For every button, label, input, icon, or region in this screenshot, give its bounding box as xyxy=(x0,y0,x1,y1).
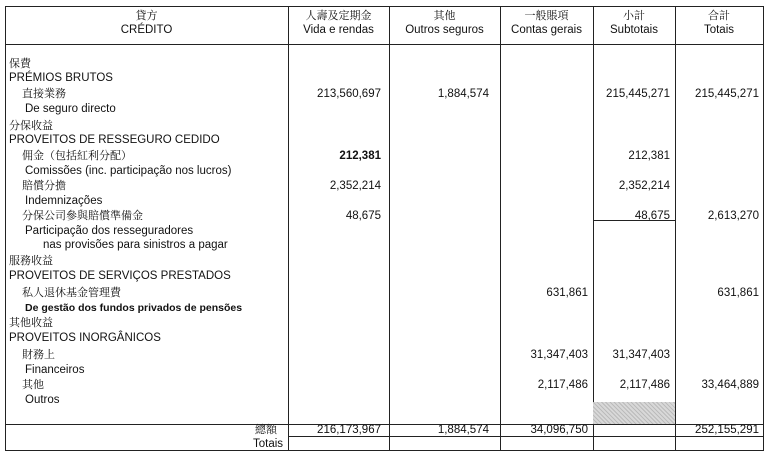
credit-table xyxy=(5,6,764,451)
fin-zh: 財務上 xyxy=(22,348,55,361)
header-subtotais xyxy=(593,6,675,44)
header-totais-pt: Totais xyxy=(703,24,735,36)
header-vida-zh: 人壽及定期金 xyxy=(305,9,372,22)
indemn-vida: 2,352,214 xyxy=(329,180,381,192)
comissoes-pt: Comissões (inc. participação nos lucros) xyxy=(25,165,232,177)
comissoes-vida: 212,381 xyxy=(339,150,381,162)
servicos-pt: PROVEITOS DE SERVIÇOS PRESTADOS xyxy=(9,270,231,282)
totals-divider xyxy=(5,424,764,425)
totals-contas: 34,096,750 xyxy=(530,424,588,436)
directo-sub: 215,445,271 xyxy=(606,88,670,100)
header-credit-pt: CRÉDITO xyxy=(120,24,173,36)
outros-sub: 2,117,486 xyxy=(619,379,670,391)
premios-zh: 保費 xyxy=(9,57,31,70)
totals-total: 252,155,291 xyxy=(695,424,759,436)
servicos-zh: 服務收益 xyxy=(9,254,53,267)
fundos-total: 631,861 xyxy=(717,287,759,299)
directo-zh: 直接業務 xyxy=(22,87,66,100)
header-vida xyxy=(288,6,389,44)
totals-label-zh: 總額 xyxy=(255,423,277,436)
header-outros-pt: Outros seguros xyxy=(405,24,484,36)
ressegur-zh: 分保收益 xyxy=(9,119,53,132)
border-bottom xyxy=(5,450,764,451)
header-contas xyxy=(500,6,593,44)
header-totais xyxy=(675,6,763,44)
header-totais-zh: 合計 xyxy=(708,9,730,22)
fin-pt: Financeiros xyxy=(25,364,85,376)
fundos-contas: 631,861 xyxy=(546,287,588,299)
directo-pt: De seguro directo xyxy=(25,103,116,115)
fin-sub: 31,347,403 xyxy=(612,349,670,361)
header-credit-zh: 貸方 xyxy=(135,9,158,22)
header-contas-zh: 一般賬項 xyxy=(524,9,569,22)
directo-outros: 1,884,574 xyxy=(437,88,489,100)
outros-contas: 2,117,486 xyxy=(537,379,588,391)
directo-total: 215,445,271 xyxy=(695,88,759,100)
ressegur-pt: PROVEITOS DE RESSEGURO CEDIDO xyxy=(9,134,220,146)
border-right xyxy=(763,6,764,451)
indemn-pt: Indemnizações xyxy=(25,195,103,207)
outros-zh: 其他 xyxy=(22,378,44,391)
totals-vida: 216,173,967 xyxy=(317,424,381,436)
partic-total: 2,613,270 xyxy=(707,210,759,222)
header-subtotais-pt: Subtotais xyxy=(610,24,658,36)
border-left xyxy=(5,6,6,451)
shaded-cell xyxy=(593,402,675,424)
header-contas-pt: Contas gerais xyxy=(511,24,582,36)
totals-outros: 1,884,574 xyxy=(437,424,489,436)
indemn-sub: 2,352,214 xyxy=(618,180,670,192)
fundos-zh: 私人退休基金管理費 xyxy=(22,286,121,299)
col-divider-2 xyxy=(389,6,390,451)
totals-label-pt: Totais xyxy=(253,438,284,450)
outros-total: 33,464,889 xyxy=(701,379,759,391)
outros-receitas-zh: 其他收益 xyxy=(9,316,53,329)
header-vida-pt: Vida e rendas xyxy=(303,24,374,36)
partic-pt-2: nas provisões para sinistros a pagar xyxy=(43,239,228,251)
comissoes-sub: 212,381 xyxy=(628,150,670,162)
premios-pt: PRÉMIOS BRUTOS xyxy=(9,72,113,84)
fin-contas: 31,347,403 xyxy=(530,349,588,361)
comissoes-zh: 佣金（包括紅利分配） xyxy=(22,149,132,162)
partic-pt-1: Participação dos resseguradores xyxy=(25,225,194,237)
directo-vida: 213,560,697 xyxy=(317,88,381,100)
header-divider xyxy=(5,44,764,45)
header-subtotais-zh: 小計 xyxy=(623,9,645,22)
partic-zh: 分保公司參與賠償準備金 xyxy=(22,209,143,222)
indemn-zh: 賠償分擔 xyxy=(22,179,66,192)
outros-pt: Outros xyxy=(25,394,60,406)
partic-sub: 48,675 xyxy=(634,210,670,222)
header-credit xyxy=(5,6,288,44)
partic-vida: 48,675 xyxy=(345,210,381,222)
inorg-pt: PROVEITOS INORGÂNICOS xyxy=(9,332,161,344)
fundos-pt: De gestão dos fundos privados de pensões xyxy=(25,302,243,314)
header-outros-zh: 其他 xyxy=(433,9,456,22)
header-outros xyxy=(389,6,500,44)
col-divider-1 xyxy=(288,6,289,451)
